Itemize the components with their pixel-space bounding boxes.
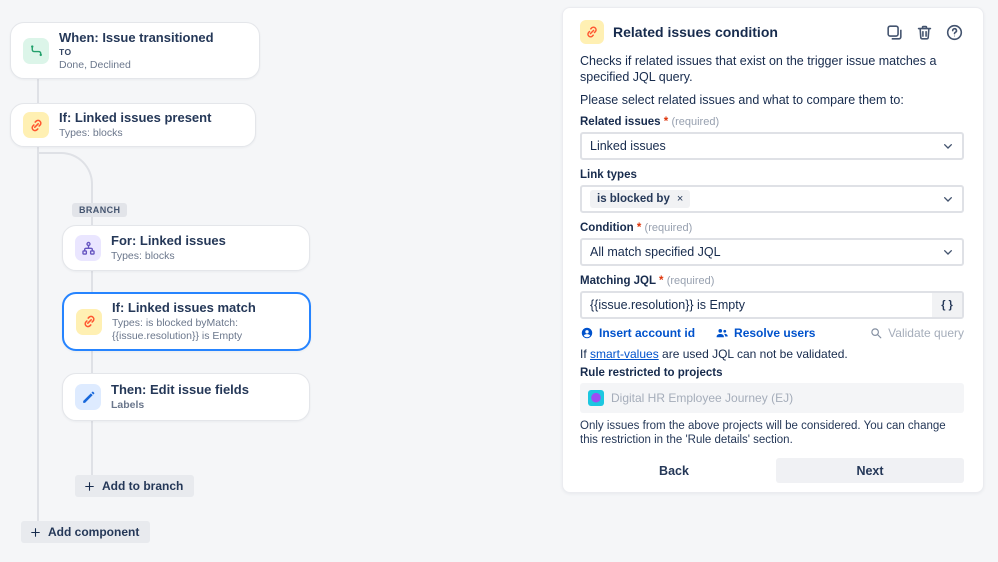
add-to-branch-label: Add to branch xyxy=(102,479,184,493)
trigger-card[interactable] xyxy=(10,22,260,79)
required-hint: (required) xyxy=(666,275,715,287)
help-icon[interactable] xyxy=(945,23,964,42)
required-marker: * xyxy=(663,116,669,128)
link-icon xyxy=(580,20,604,44)
trigger-card-subtitle: Done, Declined xyxy=(59,58,131,71)
link-types-select[interactable] xyxy=(580,185,964,213)
issue-transitioned-icon xyxy=(23,38,49,64)
related-issues-label: Related issues * (required) xyxy=(580,116,720,128)
remove-tag-icon[interactable]: × xyxy=(676,193,684,205)
smart-values-link[interactable]: smart-values xyxy=(590,347,659,361)
duplicate-icon[interactable] xyxy=(885,23,904,42)
project-name: Digital HR Employee Journey (EJ) xyxy=(611,391,794,405)
trigger-card-title: When: Issue transitioned xyxy=(59,29,214,45)
trigger-card-text xyxy=(59,30,214,72)
branch-badge: BRANCH xyxy=(72,203,127,217)
link-icon xyxy=(76,309,102,335)
plus-icon xyxy=(83,480,96,493)
branch-if-card-subtitle: Types: is blocked byMatch: {{issue.resolution}} is Empty xyxy=(112,317,243,342)
condition-card-subtitle: Types: blocks xyxy=(59,127,123,139)
trigger-card-meta: TO xyxy=(59,46,72,57)
branch-then-card-text xyxy=(111,382,249,412)
branch-for-card[interactable] xyxy=(62,225,310,271)
chevron-down-icon xyxy=(940,191,956,207)
required-hint: (required) xyxy=(644,222,693,234)
condition-label: Condition * (required) xyxy=(580,222,693,234)
insert-account-id-link[interactable] xyxy=(580,326,695,340)
condition-card-title: If: Linked issues present xyxy=(59,110,212,125)
resolve-users-link[interactable] xyxy=(715,326,815,340)
matching-jql-field xyxy=(580,291,964,319)
smart-values-note: If smart-values are used JQL can not be validated. xyxy=(580,347,848,361)
matching-jql-label: Matching JQL * (required) xyxy=(580,275,715,287)
panel-instruction: Please select related issues and what to compare them to: xyxy=(580,93,904,107)
delete-icon[interactable] xyxy=(915,23,934,42)
people-icon xyxy=(715,326,729,340)
condition-card-text xyxy=(59,110,211,140)
panel-title: Related issues condition xyxy=(613,24,778,40)
required-marker: * xyxy=(659,275,664,287)
projects-note: Only issues from the above projects will be considered. You can change this restriction in the 'Rule details' section. xyxy=(580,420,946,446)
smart-values-braces-button[interactable]: { } xyxy=(932,293,962,317)
branch-then-card-subtitle: Labels xyxy=(111,399,145,411)
next-button[interactable]: Next xyxy=(776,458,964,483)
link-type-tag-label: is blocked by xyxy=(597,193,670,205)
restricted-projects-field xyxy=(580,383,964,413)
jql-helper-links xyxy=(580,326,964,340)
branch-if-card-text xyxy=(112,300,297,343)
branch-then-card-title: Then: Edit issue fields xyxy=(111,382,249,397)
required-marker: * xyxy=(636,222,642,234)
branch-if-card-title: If: Linked issues match xyxy=(112,300,256,315)
panel-actions xyxy=(885,23,964,42)
panel-footer xyxy=(580,458,964,483)
condition-config-panel xyxy=(562,7,984,493)
link-types-label: Link types xyxy=(580,169,637,181)
person-icon xyxy=(580,326,594,340)
matching-jql-input[interactable] xyxy=(582,293,932,317)
branch-if-card-selected[interactable] xyxy=(62,292,311,351)
validate-query-label: Validate query xyxy=(888,326,964,340)
branch-for-card-text xyxy=(111,233,226,263)
required-hint: (required) xyxy=(671,116,720,128)
add-to-branch-button[interactable] xyxy=(75,475,194,497)
add-component-button[interactable] xyxy=(21,521,150,543)
related-issues-select[interactable] xyxy=(580,132,964,160)
link-type-tag xyxy=(590,190,690,208)
rule-restricted-label: Rule restricted to projects xyxy=(580,367,723,379)
plus-icon xyxy=(29,526,42,539)
search-icon xyxy=(869,326,883,340)
condition-value: All match specified JQL xyxy=(590,245,721,259)
panel-description: Checks if related issues that exist on the trigger issue matches a specified JQL query. xyxy=(580,54,937,84)
condition-select[interactable] xyxy=(580,238,964,266)
chevron-down-icon xyxy=(940,138,956,154)
branch-icon xyxy=(75,235,101,261)
pencil-icon xyxy=(75,384,101,410)
add-component-label: Add component xyxy=(48,525,140,539)
branch-for-card-title: For: Linked issues xyxy=(111,233,226,248)
branch-then-card[interactable] xyxy=(62,373,310,421)
project-avatar xyxy=(588,390,604,406)
link-icon xyxy=(23,112,49,138)
validate-query-button[interactable] xyxy=(869,326,964,340)
related-issues-value: Linked issues xyxy=(590,139,666,153)
chevron-down-icon xyxy=(940,244,956,260)
branch-for-card-subtitle: Types: blocks xyxy=(111,250,175,262)
resolve-users-label: Resolve users xyxy=(734,326,816,340)
back-button[interactable]: Back xyxy=(580,458,768,483)
condition-card[interactable] xyxy=(10,103,256,147)
insert-account-id-label: Insert account id xyxy=(599,326,696,340)
panel-header xyxy=(580,20,964,44)
connector-trigger-condition xyxy=(37,79,39,103)
